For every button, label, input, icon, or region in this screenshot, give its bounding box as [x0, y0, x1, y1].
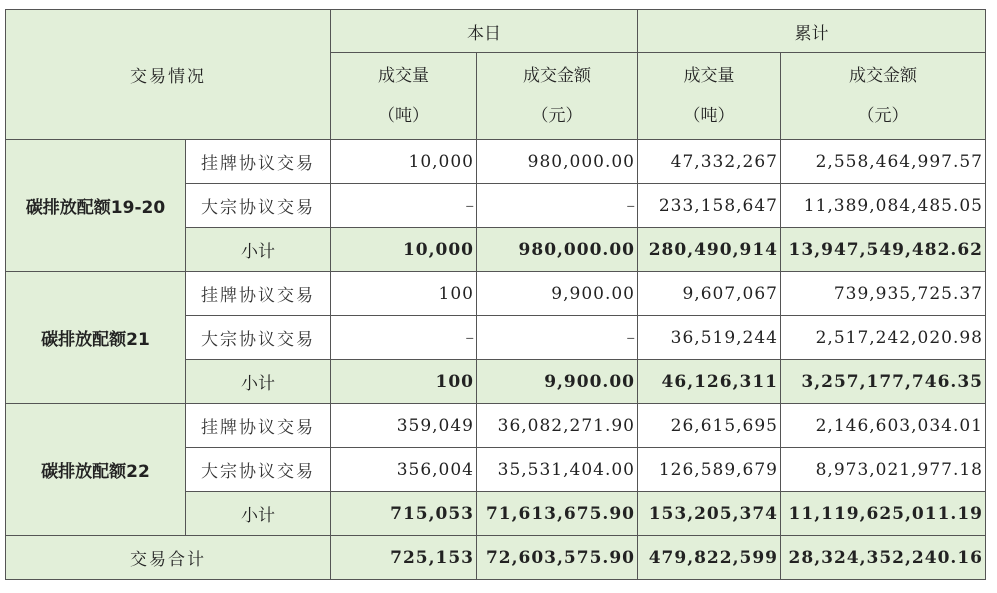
subtotal-label: 小计 — [186, 360, 331, 404]
cum-volume: 126,589,679 — [638, 448, 781, 492]
today-volume: 359,049 — [331, 404, 477, 448]
total-cum-amount: 28,324,352,240.16 — [781, 536, 986, 580]
cum-amount: 11,389,084,485.05 — [781, 184, 986, 228]
amount-unit: （元） — [531, 106, 583, 126]
group-name: 碳排放配额22 — [6, 404, 186, 536]
row-label-header: 交易情况 — [6, 10, 331, 140]
today-amount: 71,613,675.90 — [477, 492, 638, 536]
table-row — [6, 404, 986, 448]
cum-amount: 2,558,464,997.57 — [781, 140, 986, 184]
today-amount: 980,000.00 — [477, 140, 638, 184]
volume-unit: （吨） — [683, 106, 735, 126]
trade-type: 大宗协议交易 — [186, 184, 331, 228]
total-today-volume: 725,153 — [331, 536, 477, 580]
cum-volume: 153,205,374 — [638, 492, 781, 536]
today-volume: 10,000 — [331, 228, 477, 272]
today-amount: 9,900.00 — [477, 272, 638, 316]
today-volume-header — [331, 53, 477, 140]
group-name: 碳排放配额19-20 — [6, 140, 186, 272]
table-row — [6, 272, 986, 316]
cum-volume: 280,490,914 — [638, 228, 781, 272]
today-volume: – — [331, 184, 477, 228]
today-amount-header — [477, 53, 638, 140]
today-volume: 10,000 — [331, 140, 477, 184]
carbon-trading-table — [5, 9, 986, 580]
volume-label: 成交量 — [378, 66, 429, 86]
total-row — [6, 536, 986, 580]
cum-volume: 36,519,244 — [638, 316, 781, 360]
cum-volume: 26,615,695 — [638, 404, 781, 448]
today-amount: 35,531,404.00 — [477, 448, 638, 492]
trade-type: 挂牌协议交易 — [186, 140, 331, 184]
amount-label: 成交金额 — [849, 66, 917, 86]
cum-amount: 13,947,549,482.62 — [781, 228, 986, 272]
cumulative-header: 累计 — [638, 10, 986, 53]
trade-type: 挂牌协议交易 — [186, 272, 331, 316]
volume-unit: （吨） — [378, 106, 429, 126]
table-row — [6, 140, 986, 184]
today-amount: 980,000.00 — [477, 228, 638, 272]
today-volume: 715,053 — [331, 492, 477, 536]
today-volume: – — [331, 316, 477, 360]
cum-amount: 739,935,725.37 — [781, 272, 986, 316]
total-cum-volume: 479,822,599 — [638, 536, 781, 580]
total-today-amount: 72,603,575.90 — [477, 536, 638, 580]
cum-volume: 46,126,311 — [638, 360, 781, 404]
cum-amount: 8,973,021,977.18 — [781, 448, 986, 492]
cum-amount: 2,146,603,034.01 — [781, 404, 986, 448]
cum-volume: 9,607,067 — [638, 272, 781, 316]
amount-unit: （元） — [857, 106, 909, 126]
cum-volume-header — [638, 53, 781, 140]
volume-label: 成交量 — [683, 66, 735, 86]
trade-type: 大宗协议交易 — [186, 316, 331, 360]
cum-amount: 11,119,625,011.19 — [781, 492, 986, 536]
trade-type: 大宗协议交易 — [186, 448, 331, 492]
subtotal-label: 小计 — [186, 228, 331, 272]
today-amount: – — [477, 316, 638, 360]
today-amount: 36,082,271.90 — [477, 404, 638, 448]
today-volume: 100 — [331, 360, 477, 404]
cum-amount: 2,517,242,020.98 — [781, 316, 986, 360]
group-name: 碳排放配额21 — [6, 272, 186, 404]
trade-type: 挂牌协议交易 — [186, 404, 331, 448]
today-amount: – — [477, 184, 638, 228]
today-amount: 9,900.00 — [477, 360, 638, 404]
header-row-top — [6, 10, 986, 53]
cum-volume: 47,332,267 — [638, 140, 781, 184]
cum-volume: 233,158,647 — [638, 184, 781, 228]
today-header: 本日 — [331, 10, 638, 53]
total-label: 交易合计 — [6, 536, 331, 580]
today-volume: 100 — [331, 272, 477, 316]
amount-label: 成交金额 — [523, 66, 591, 86]
cum-amount-header — [781, 53, 986, 140]
subtotal-label: 小计 — [186, 492, 331, 536]
today-volume: 356,004 — [331, 448, 477, 492]
cum-amount: 3,257,177,746.35 — [781, 360, 986, 404]
